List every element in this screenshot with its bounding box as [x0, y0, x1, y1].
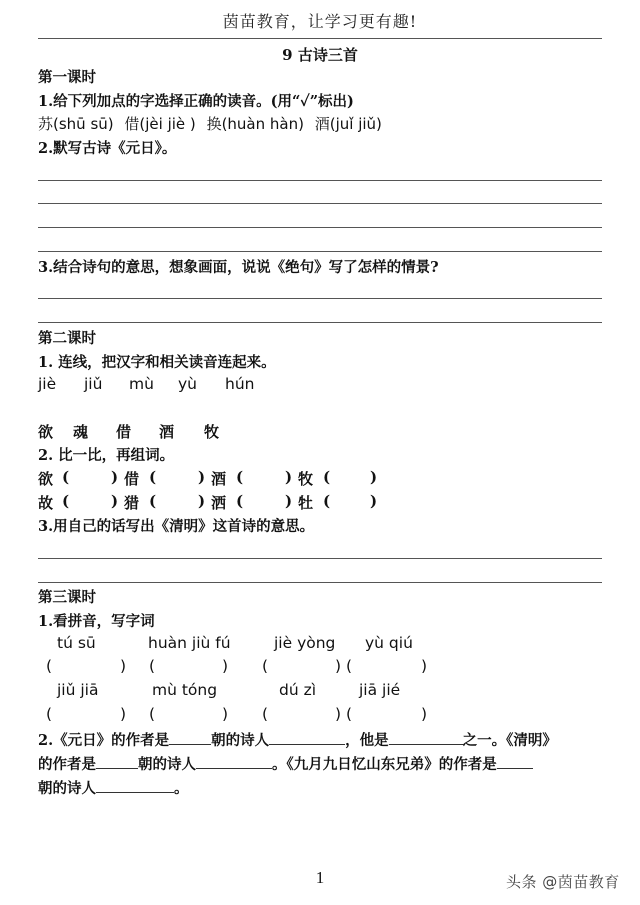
- pinyin-jie[interactable]: jiè: [38, 375, 57, 393]
- pinyin-word: huàn jiù fú: [148, 634, 231, 652]
- pinyin-word: jiè yòng: [274, 634, 336, 652]
- paren-close: ): [370, 492, 378, 510]
- option-su[interactable]: 苏(shū sū): [38, 115, 114, 133]
- paren-close: ): [111, 468, 119, 486]
- paren-close[interactable]: ): [335, 657, 342, 675]
- header-divider: [38, 38, 602, 39]
- pinyin-yu[interactable]: yù: [178, 375, 197, 393]
- char-mu[interactable]: 牧: [204, 423, 220, 441]
- paren-close[interactable]: ): [421, 657, 428, 675]
- pinyin-hun[interactable]: hún: [225, 375, 255, 393]
- text: 朝的诗人: [38, 780, 96, 797]
- compare-char: 牡: [298, 494, 314, 512]
- paren-open: (: [149, 468, 157, 486]
- lesson3-q2-line3: [38, 777, 189, 798]
- lesson1-heading: 第一课时: [38, 69, 96, 86]
- header-slogan: 茵苗教育，让学习更有趣!: [222, 12, 418, 31]
- lesson1-q1-options: [38, 113, 382, 134]
- answer-line[interactable]: [38, 582, 602, 583]
- char-jie[interactable]: 借: [116, 423, 132, 441]
- paren-open: (: [236, 492, 244, 510]
- paren-close[interactable]: ): [222, 657, 229, 675]
- lesson2-q1: 1. 连线，把汉字和相关读音连起来。: [38, 354, 276, 371]
- paren-open: (: [62, 468, 70, 486]
- paren-close: ): [285, 468, 293, 486]
- paren-open: (: [236, 468, 244, 486]
- text: 朝的诗人: [138, 756, 196, 773]
- paren-open[interactable]: (: [46, 705, 53, 723]
- blank-poet[interactable]: [96, 778, 174, 793]
- lesson2-q2: 2. 比一比，再组词。: [38, 447, 175, 464]
- paren-open[interactable]: (: [346, 705, 353, 723]
- pinyin-word: jiā jié: [359, 681, 401, 699]
- lesson2-q3: 3.用自己的话写出《清明》这首诗的意思。: [38, 518, 315, 535]
- paren-close: ): [285, 492, 293, 510]
- blank-dynasty[interactable]: [96, 754, 138, 769]
- lesson3-q2-line2: [38, 753, 533, 774]
- blank-dynasty[interactable]: [497, 754, 533, 769]
- char-jiu[interactable]: 酒: [159, 423, 175, 441]
- page-number: 1: [315, 868, 325, 887]
- paren-open[interactable]: (: [346, 657, 353, 675]
- text: 2.《元日》的作者是: [38, 732, 170, 749]
- text: 。《九月九日忆山东兄弟》的作者是: [272, 756, 497, 773]
- paren-open[interactable]: (: [262, 705, 269, 723]
- answer-line[interactable]: [38, 298, 602, 299]
- compare-char: 欲: [38, 470, 54, 488]
- pinyin-word: jiǔ jiā: [57, 681, 99, 699]
- lesson2-heading: 第二课时: [38, 330, 96, 347]
- page-title: 9 古诗三首: [282, 46, 358, 64]
- paren-close[interactable]: ): [335, 705, 342, 723]
- text: ，他是: [345, 732, 389, 749]
- option-jie[interactable]: 借(jèi jiè ): [124, 115, 196, 133]
- lesson1-q2: 2.默写古诗《元日》。: [38, 140, 177, 157]
- paren-open[interactable]: (: [262, 657, 269, 675]
- paren-open[interactable]: (: [149, 705, 156, 723]
- char-hun[interactable]: 魂: [73, 423, 89, 441]
- watermark: 头条 @茵苗教育: [506, 873, 620, 891]
- answer-line[interactable]: [38, 227, 602, 228]
- answer-line[interactable]: [38, 251, 602, 252]
- paren-close: ): [370, 468, 378, 486]
- pinyin-word: yù qiú: [365, 634, 413, 652]
- pinyin-word: tú sū: [57, 634, 96, 652]
- blank-group[interactable]: [389, 730, 463, 745]
- answer-line[interactable]: [38, 322, 602, 323]
- text: 的作者是: [38, 756, 96, 773]
- char-yu[interactable]: 欲: [38, 423, 54, 441]
- paren-open: (: [323, 468, 331, 486]
- text: 之一。《清明》: [462, 732, 557, 749]
- blank-poet[interactable]: [196, 754, 272, 769]
- paren-open: (: [149, 492, 157, 510]
- compare-char: 借: [124, 470, 140, 488]
- answer-line[interactable]: [38, 558, 602, 559]
- pinyin-word: mù tóng: [152, 681, 218, 699]
- pinyin-word: dú zì: [279, 681, 317, 699]
- paren-open[interactable]: (: [149, 657, 156, 675]
- paren-open[interactable]: (: [46, 657, 53, 675]
- blank-poet[interactable]: [269, 730, 345, 745]
- paren-close: ): [198, 468, 206, 486]
- paren-close[interactable]: ): [421, 705, 428, 723]
- answer-line[interactable]: [38, 180, 602, 181]
- option-jiu[interactable]: 酒(juǐ jiǔ): [314, 115, 382, 133]
- lesson3-heading: 第三课时: [38, 589, 96, 606]
- paren-close: ): [198, 492, 206, 510]
- pinyin-jiu[interactable]: jiǔ: [84, 375, 103, 393]
- text: 。: [174, 780, 189, 797]
- paren-close: ): [111, 492, 119, 510]
- paren-open: (: [62, 492, 70, 510]
- option-huan[interactable]: 换(huàn hàn): [206, 115, 304, 133]
- compare-char: 牧: [298, 470, 314, 488]
- pinyin-mu[interactable]: mù: [129, 375, 154, 393]
- paren-close[interactable]: ): [120, 705, 127, 723]
- lesson3-q2-line1: [38, 729, 557, 750]
- answer-line[interactable]: [38, 203, 602, 204]
- compare-char: 猎: [124, 494, 140, 512]
- compare-char: 洒: [211, 494, 227, 512]
- lesson3-q1: 1.看拼音，写字词: [38, 613, 155, 630]
- lesson1-q3: 3.结合诗句的意思，想象画面，说说《绝句》写了怎样的情景?: [38, 259, 439, 276]
- blank-dynasty[interactable]: [169, 730, 211, 745]
- compare-char: 酒: [211, 470, 227, 488]
- compare-char: 故: [38, 494, 54, 512]
- paren-open: (: [323, 492, 331, 510]
- paren-close[interactable]: ): [120, 657, 127, 675]
- text: 朝的诗人: [211, 732, 270, 749]
- lesson1-q1: 1.给下列加点的字选择正确的读音。(用“✓”标出): [38, 93, 354, 110]
- paren-close[interactable]: ): [222, 705, 229, 723]
